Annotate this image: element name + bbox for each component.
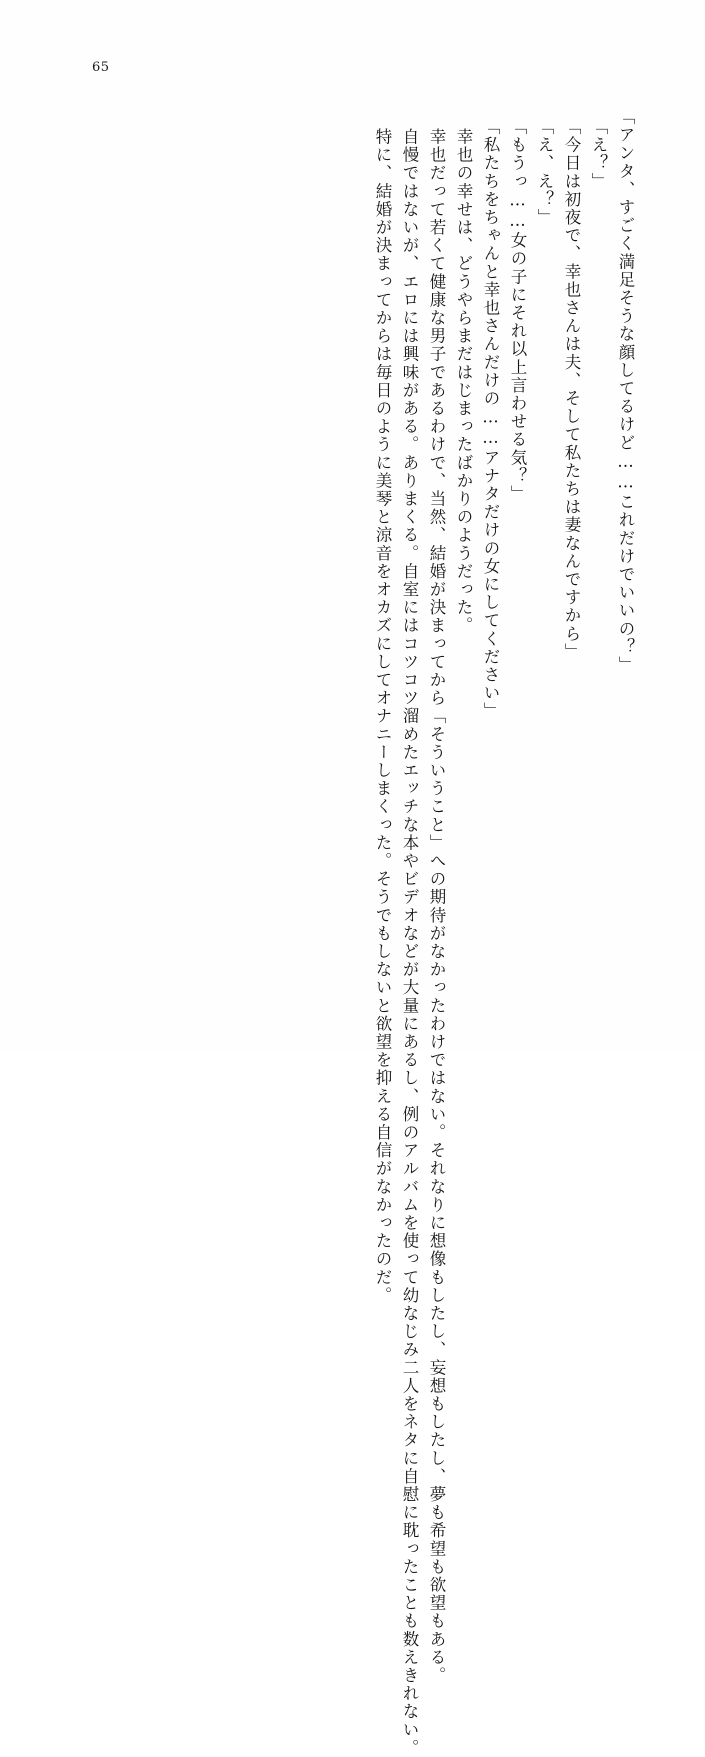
text-column: 幸也の幸せは、どうやらまだはじまったばかりのようだった。 xyxy=(454,128,473,635)
text-column: 「もうっ……女の子にそれ以上言わせる気？」 xyxy=(508,118,527,504)
text-column: 「え？」 xyxy=(589,118,608,191)
text-column: 「今日は初夜で、幸也さんは夫、そして私たちは妻なんですから」 xyxy=(562,118,581,661)
text-column: 「アンタ、すごく満足そうな顔してるけど……これだけでいいの？」 xyxy=(616,108,635,675)
text-column: 「私たちをちゃんと幸也さんだけの……アナタだけの女にしてください」 xyxy=(481,118,500,721)
text-column: 特に、結婚が決まってからは毎日のように美琴と涼音をオカズにしてオナニーしまくった。そうでもしないと欲望を抑える自信がなかったのだ。 xyxy=(373,128,392,1305)
text-column: 自慢ではないが、エロには興味がある。ありまくる。自室にはコツコツ溜めたエッチな本やビデオなどが大量にあるし、例のアルバムを使って幼なじみ二人をネタに自慰に耽ったことも数えきれない。 xyxy=(400,128,419,1757)
vertical-text-block xyxy=(93,108,635,1757)
text-column: 「え、え？」 xyxy=(535,118,554,227)
page-number: 65 xyxy=(92,60,110,75)
text-column: 幸也だって若くて健康な男子であるわけで、当然、結婚が決まってから「そういうこと」への期待がなかったわけではない。それなりに想像もしたし、妄想もしたし、夢も希望も欲望もある。 xyxy=(427,128,446,1685)
